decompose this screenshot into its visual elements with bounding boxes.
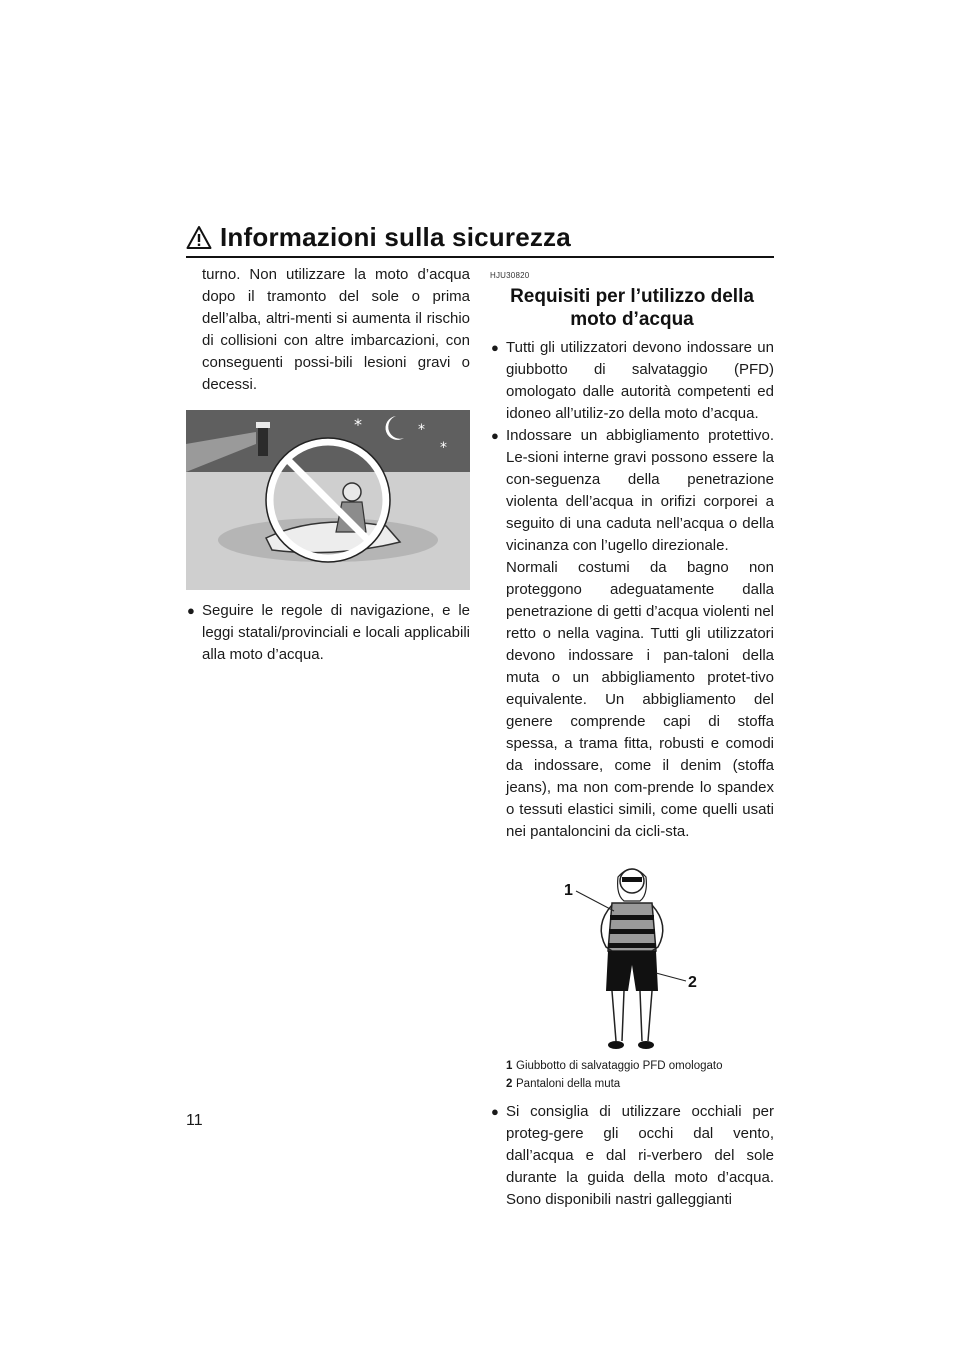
bullet-dot-icon: ●: [491, 428, 499, 443]
bullet-dot-icon: ●: [491, 1104, 499, 1119]
person-wearing-pfd-illustration: [490, 855, 774, 1055]
svg-text:*: *: [418, 422, 425, 438]
section-title: Requisiti per l’utilizzo della moto d’acqua: [510, 286, 754, 330]
figure-caption-1: 1 Giubbotto di salvataggio PFD omologato: [506, 1060, 723, 1072]
page-number: 11: [186, 1112, 203, 1129]
bullet-eye-protection: ● Si consiglia di utilizzare occhiali per proteg-gere gli occhi dal vento, dall’acqua e dal ri-verbero del sole durante la guida della moto d’acqua. Sono disponibili nastri galleggianti: [491, 1103, 774, 1208]
figure-label-2: 2: [688, 974, 697, 991]
header-rule: [186, 256, 774, 258]
right-column: [490, 264, 774, 1211]
page-title: Informazioni sulla sicurezza: [220, 222, 571, 252]
figure-caption-2: 2 Pantaloni della muta: [506, 1078, 621, 1090]
night-riding-prohibited-illustration: [186, 410, 470, 590]
bullet-navigation-rules: ● Seguire le regole di navigazione, e le leggi statali/provinciali e locali applicabili alla moto d’acqua.: [187, 602, 470, 663]
page-header: [186, 222, 774, 258]
bullet-dot-icon: ●: [187, 603, 195, 618]
svg-text:*: *: [354, 415, 362, 434]
figure-label-1: 1: [564, 882, 573, 899]
bullet-protective-clothing: ● Indossare un abbigliamento protettivo. Le-sioni interne gravi possono essere la con-seguenza della penetrazione violenta dell’acqua in orifizi corporei a seguito di una caduta nell’acqua o della vicinanza con l’ugello direzionale.: [491, 427, 774, 554]
svg-text:*: *: [440, 440, 447, 456]
bullet-dot-icon: ●: [491, 340, 499, 355]
continuation-paragraph: turno. Non utilizzare la moto d’acqua dopo il tramonto del sole o prima dell’alba, altri-menti si aumenta il rischio di collisioni con altre imbarcazioni, con conseguenti possi-bili lesioni gravi o decessi.: [202, 266, 470, 393]
protective-clothing-continuation: Normali costumi da bagno non proteggono adeguatamente dalla penetrazione di getti d’acqua violenti nel retto o nella vagina. Tutti gli utilizzatori devono indossare i pan-taloni della muta o un abbigliamento protet-tivo equivalente. Un abbigliamento del genere comprende capi di stoffa spessa, a trama fitta, robusti e comodi da indossare, come il denim (stoffa jeans), ma non com-prende lo spandex o tessuti elastici simili, come quelli usati nei pantaloncini da cicli-sta.: [506, 559, 774, 840]
bullet-life-jacket: ● Tutti gli utilizzatori devono indossare un giubbotto di salvataggio (PFD) omologato dalle autorità competenti ed idoneo all’utiliz-zo della moto d’acqua.: [491, 339, 774, 422]
warning-triangle-icon: [186, 225, 212, 251]
section-code: HJU30820: [490, 271, 530, 280]
left-column: [186, 264, 470, 666]
